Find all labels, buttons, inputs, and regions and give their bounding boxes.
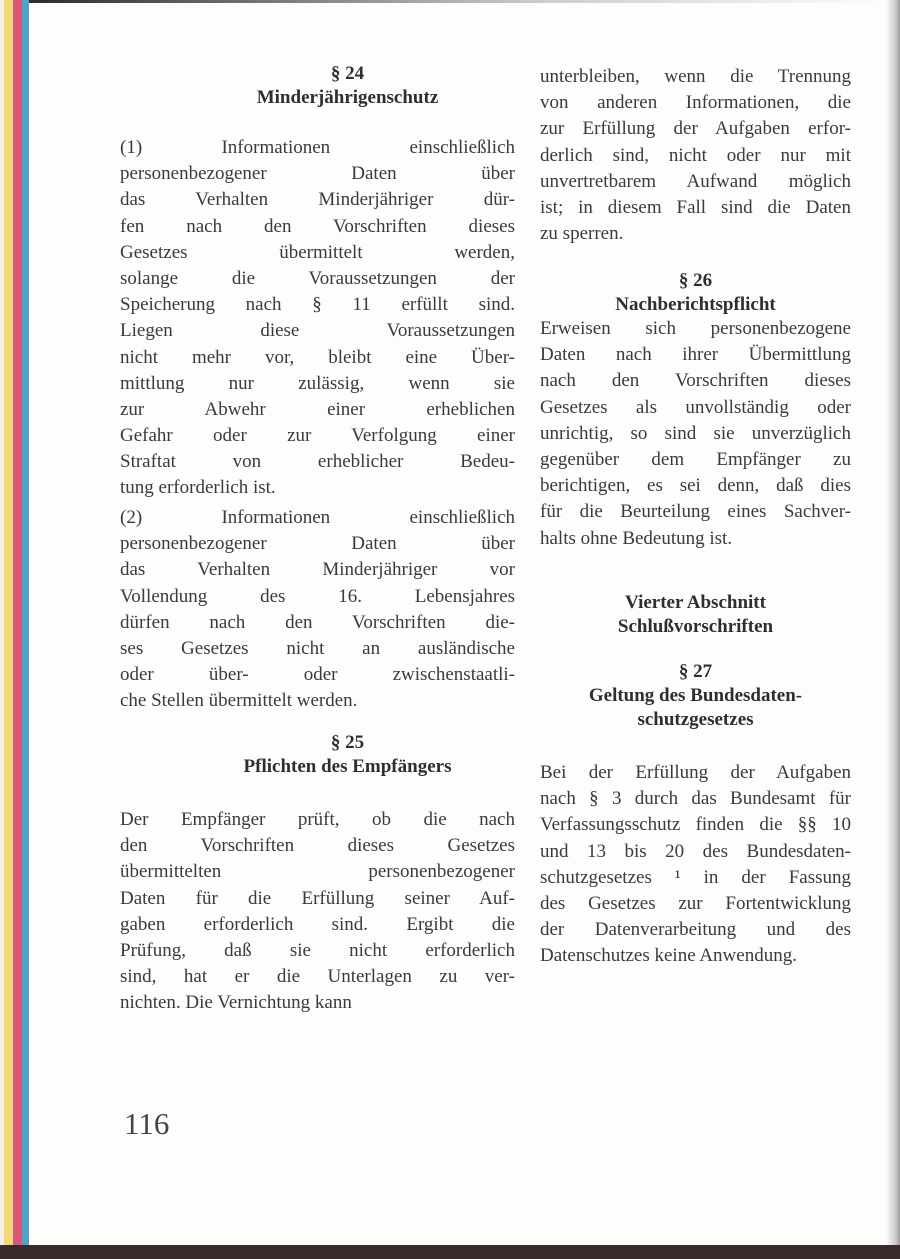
text-line: berichtigen, es sei denn, daß dies (540, 475, 851, 497)
chapter-title: Schlußvorschriften (617, 616, 774, 637)
paragraph-25-continued (540, 64, 851, 247)
text-line: zur Abwehr einer erheblichen (120, 398, 515, 420)
text-line: (1) Informationen einschließlich (120, 137, 515, 158)
section-number: § 26 (678, 270, 713, 291)
text-line: nichten. Die Vernichtung kann (120, 992, 352, 1014)
section-number: § 25 (330, 732, 365, 753)
section-title-cont: schutzgesetzes (637, 709, 754, 730)
text-line: mittlung nur zulässig, wenn sie (120, 372, 515, 394)
page-number: 116 (124, 1106, 170, 1141)
text-line: unterbleiben, wenn die Trennung (540, 66, 851, 87)
chapter-number: Vierter Abschnitt (625, 592, 766, 613)
text-line: personenbezogener Daten über (120, 533, 515, 555)
text-line: Erweisen sich personenbezogene (540, 318, 851, 339)
paragraph-27 (540, 760, 851, 970)
section-number: § 27 (678, 661, 713, 682)
text-line: nach § 3 durch das Bundesamt für (540, 788, 851, 810)
text-line: nicht mehr vor, bleibt eine Über- (120, 346, 515, 368)
text-line: tung erforderlich ist. (120, 477, 276, 499)
section-title: Nachberichtspflicht (615, 294, 776, 315)
text-line: von anderen Informationen, die (540, 92, 851, 114)
text-line: nach den Vorschriften dieses (540, 370, 851, 392)
text-line: (2) Informationen einschließlich (120, 507, 515, 528)
paragraph-24-1 (120, 135, 515, 502)
section-25-heading (120, 731, 575, 779)
text-line: Der Empfänger prüft, ob die nach (120, 809, 515, 830)
text-line: sind, hat er die Unterlagen zu ver- (120, 966, 515, 988)
paragraph-24-2 (120, 505, 515, 715)
color-stripe-yellow (4, 0, 13, 1245)
text-line: übermittelten personenbezogener (120, 861, 515, 883)
section-number: § 24 (330, 63, 365, 84)
text-line: des Gesetzes zur Fortentwicklung (540, 892, 851, 914)
section-title: Minderjährigenschutz (256, 87, 439, 108)
text-line: Verfassungsschutz finden die §§ 10 (540, 814, 851, 836)
text-line: Gesetzes als unvollständig oder (540, 396, 851, 418)
text-line: ist; in diesem Fall sind die Daten (540, 196, 851, 218)
text-line: der Datenverarbeitung und des (540, 919, 851, 941)
scan-bottom-edge (0, 1245, 900, 1259)
page-edge-shadow (886, 0, 900, 1259)
text-line: solange die Voraussetzungen der (120, 267, 515, 289)
text-line: Datenschutzes keine Anwendung. (540, 945, 797, 967)
text-line: Speicherung nach § 11 erfüllt sind. (120, 294, 515, 316)
text-line: zu sperren. (540, 223, 624, 245)
text-line: Daten nach ihrer Übermittlung (540, 344, 851, 366)
text-line: schutzgesetzes ¹ in der Fassung (540, 866, 851, 888)
text-line: ses Gesetzes nicht an ausländische (120, 637, 515, 659)
text-line: derlich sind, nicht oder nur mit (540, 144, 851, 166)
text-line: unvertretbarem Aufwand möglich (540, 170, 851, 192)
section-title: Pflichten des Empfängers (243, 756, 452, 777)
text-line: das Verhalten Minderjähriger dür- (120, 189, 515, 211)
text-line: gegenüber dem Empfänger zu (540, 448, 851, 470)
text-line: für die Beurteilung eines Sachver- (540, 501, 851, 523)
text-line: Gefahr oder zur Verfolgung einer (120, 425, 515, 447)
text-line: Prüfung, daß sie nicht erforderlich (120, 939, 515, 961)
section-24-heading (120, 62, 575, 110)
text-line: und 13 bis 20 des Bundesdaten- (540, 840, 851, 862)
text-line: gaben erforderlich sind. Ergibt die (120, 913, 515, 935)
text-line: unrichtig, so sind sie unverzüglich (540, 422, 851, 444)
scan-top-edge (0, 0, 900, 3)
chapter-heading (540, 591, 851, 639)
text-line: oder über- oder zwischenstaatli- (120, 664, 515, 686)
section-26-heading (540, 269, 851, 317)
text-line: den Vorschriften dieses Gesetzes (120, 835, 515, 857)
section-title: Geltung des Bundesdaten- (588, 685, 803, 706)
text-line: Bei der Erfüllung der Aufgaben (540, 762, 851, 783)
text-line: che Stellen übermittelt werden. (120, 690, 358, 712)
color-stripe-blue (22, 0, 29, 1245)
color-stripe-red (13, 0, 22, 1245)
text-line: Daten für die Erfüllung seiner Auf- (120, 887, 515, 909)
text-line: dürfen nach den Vorschriften die- (120, 611, 515, 633)
text-line: Straftat von erheblicher Bedeu- (120, 451, 515, 473)
text-line: Liegen diese Voraussetzungen (120, 320, 515, 342)
paragraph-26 (540, 316, 851, 552)
paragraph-25 (120, 807, 515, 1017)
text-line: zur Erfüllung der Aufgaben erfor- (540, 118, 851, 140)
text-line: fen nach den Vorschriften dieses (120, 215, 515, 237)
text-line: Gesetzes übermittelt werden, (120, 241, 515, 263)
text-line: Vollendung des 16. Lebensjahres (120, 585, 515, 607)
text-line: das Verhalten Minderjähriger vor (120, 559, 515, 581)
text-line: personenbezogener Daten über (120, 163, 515, 185)
text-line: halts ohne Bedeutung ist. (540, 527, 733, 549)
section-27-heading (540, 660, 851, 732)
